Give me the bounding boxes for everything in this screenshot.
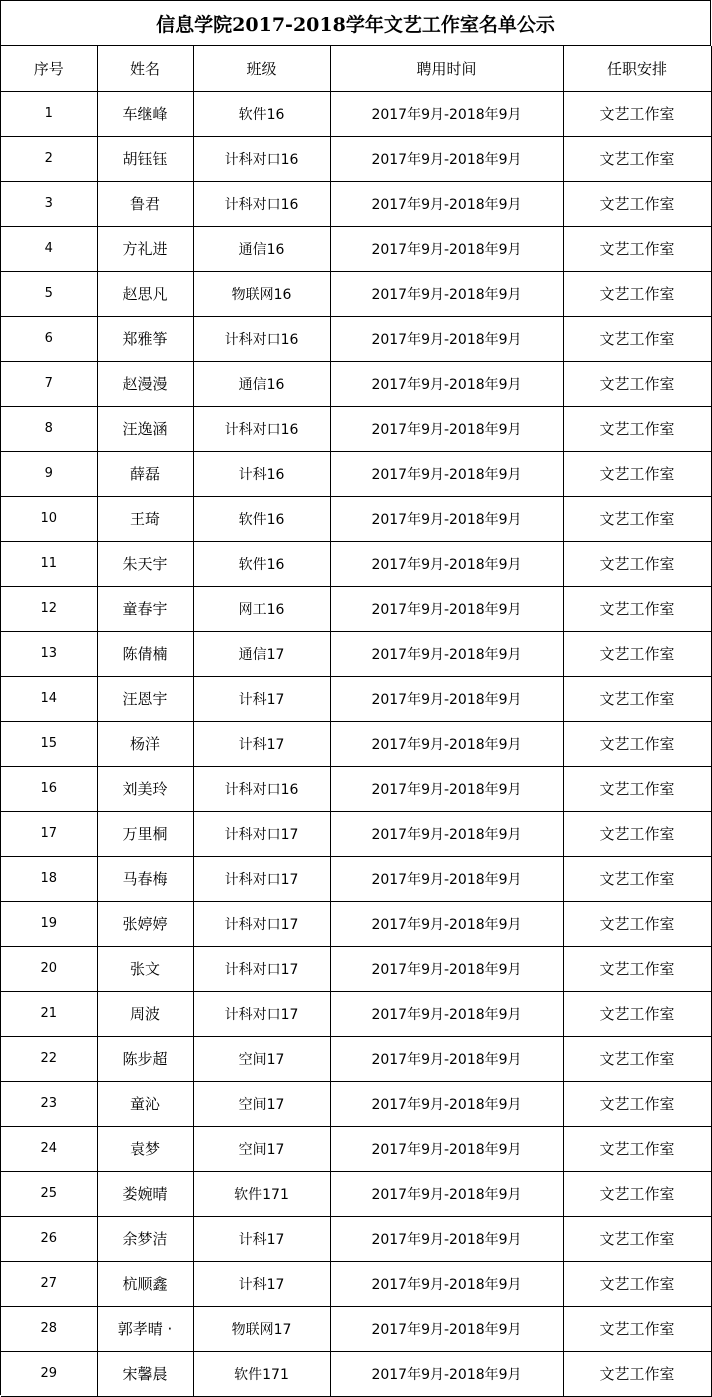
cell-period: 2017年9月-2018年9月 bbox=[330, 1126, 563, 1171]
table-row bbox=[1, 901, 711, 946]
header-serial: 序号 bbox=[1, 46, 97, 91]
cell-class: 网工16 bbox=[193, 586, 330, 631]
cell-period: 2017年9月-2018年9月 bbox=[330, 631, 563, 676]
cell-name: 张文 bbox=[97, 946, 193, 991]
cell-class: 计科17 bbox=[193, 1216, 330, 1261]
cell-class: 空间17 bbox=[193, 1081, 330, 1126]
cell-period: 2017年9月-2018年9月 bbox=[330, 361, 563, 406]
cell-class: 空间17 bbox=[193, 1036, 330, 1081]
table-row bbox=[1, 721, 711, 766]
cell-serial: 26 bbox=[1, 1216, 97, 1261]
cell-serial: 20 bbox=[1, 946, 97, 991]
cell-serial: 5 bbox=[1, 271, 97, 316]
cell-period: 2017年9月-2018年9月 bbox=[330, 226, 563, 271]
cell-class: 计科对口16 bbox=[193, 766, 330, 811]
cell-name: 汪恩宇 bbox=[97, 676, 193, 721]
cell-serial: 17 bbox=[1, 811, 97, 856]
cell-role: 文艺工作室 bbox=[563, 1126, 711, 1171]
cell-name: 郑雅筝 bbox=[97, 316, 193, 361]
table-row bbox=[1, 811, 711, 856]
header-role: 任职安排 bbox=[563, 46, 711, 91]
header-period: 聘用时间 bbox=[330, 46, 563, 91]
cell-period: 2017年9月-2018年9月 bbox=[330, 946, 563, 991]
cell-role: 文艺工作室 bbox=[563, 496, 711, 541]
cell-name: 王琦 bbox=[97, 496, 193, 541]
cell-serial: 13 bbox=[1, 631, 97, 676]
table-row bbox=[1, 406, 711, 451]
cell-class: 计科对口16 bbox=[193, 316, 330, 361]
table-row bbox=[1, 1261, 711, 1306]
cell-serial: 9 bbox=[1, 451, 97, 496]
cell-serial: 21 bbox=[1, 991, 97, 1036]
cell-name: 张婷婷 bbox=[97, 901, 193, 946]
cell-serial: 24 bbox=[1, 1126, 97, 1171]
cell-class: 计科对口16 bbox=[193, 181, 330, 226]
cell-name: 汪逸涵 bbox=[97, 406, 193, 451]
cell-class: 软件171 bbox=[193, 1351, 330, 1396]
cell-period: 2017年9月-2018年9月 bbox=[330, 1081, 563, 1126]
table-row bbox=[1, 586, 711, 631]
table-row bbox=[1, 676, 711, 721]
cell-period: 2017年9月-2018年9月 bbox=[330, 1036, 563, 1081]
cell-period: 2017年9月-2018年9月 bbox=[330, 1171, 563, 1216]
table-row bbox=[1, 181, 711, 226]
cell-period: 2017年9月-2018年9月 bbox=[330, 541, 563, 586]
cell-class: 计科对口17 bbox=[193, 991, 330, 1036]
table-row bbox=[1, 1036, 711, 1081]
cell-serial: 10 bbox=[1, 496, 97, 541]
sheet-title: 信息学院2017-2018学年文艺工作室名单公示 bbox=[1, 1, 711, 46]
cell-role: 文艺工作室 bbox=[563, 811, 711, 856]
cell-role: 文艺工作室 bbox=[563, 1216, 711, 1261]
cell-class: 通信17 bbox=[193, 631, 330, 676]
cell-serial: 16 bbox=[1, 766, 97, 811]
cell-name: 赵漫漫 bbox=[97, 361, 193, 406]
cell-role: 文艺工作室 bbox=[563, 946, 711, 991]
roster-table bbox=[1, 46, 712, 1397]
cell-role: 文艺工作室 bbox=[563, 586, 711, 631]
table-row bbox=[1, 946, 711, 991]
cell-name: 胡钰钰 bbox=[97, 136, 193, 181]
header-name: 姓名 bbox=[97, 46, 193, 91]
cell-role: 文艺工作室 bbox=[563, 406, 711, 451]
table-row bbox=[1, 991, 711, 1036]
cell-class: 计科17 bbox=[193, 721, 330, 766]
cell-period: 2017年9月-2018年9月 bbox=[330, 991, 563, 1036]
cell-role: 文艺工作室 bbox=[563, 721, 711, 766]
cell-class: 物联网17 bbox=[193, 1306, 330, 1351]
cell-role: 文艺工作室 bbox=[563, 541, 711, 586]
cell-period: 2017年9月-2018年9月 bbox=[330, 316, 563, 361]
table-row bbox=[1, 91, 711, 136]
table-row bbox=[1, 451, 711, 496]
cell-name: 马春梅 bbox=[97, 856, 193, 901]
table-row bbox=[1, 766, 711, 811]
cell-role: 文艺工作室 bbox=[563, 91, 711, 136]
cell-serial: 8 bbox=[1, 406, 97, 451]
cell-period: 2017年9月-2018年9月 bbox=[330, 91, 563, 136]
cell-name: 方礼进 bbox=[97, 226, 193, 271]
cell-period: 2017年9月-2018年9月 bbox=[330, 451, 563, 496]
cell-role: 文艺工作室 bbox=[563, 1261, 711, 1306]
table-row bbox=[1, 361, 711, 406]
cell-class: 空间17 bbox=[193, 1126, 330, 1171]
cell-role: 文艺工作室 bbox=[563, 856, 711, 901]
cell-period: 2017年9月-2018年9月 bbox=[330, 1306, 563, 1351]
cell-class: 计科对口17 bbox=[193, 811, 330, 856]
cell-class: 计科对口16 bbox=[193, 136, 330, 181]
cell-name: 袁梦 bbox=[97, 1126, 193, 1171]
cell-period: 2017年9月-2018年9月 bbox=[330, 136, 563, 181]
table-row bbox=[1, 1306, 711, 1351]
cell-class: 计科17 bbox=[193, 1261, 330, 1306]
cell-serial: 18 bbox=[1, 856, 97, 901]
cell-class: 软件171 bbox=[193, 1171, 330, 1216]
cell-class: 通信16 bbox=[193, 361, 330, 406]
cell-name: 薛磊 bbox=[97, 451, 193, 496]
cell-name: 赵思凡 bbox=[97, 271, 193, 316]
cell-role: 文艺工作室 bbox=[563, 181, 711, 226]
cell-class: 软件16 bbox=[193, 91, 330, 136]
cell-class: 通信16 bbox=[193, 226, 330, 271]
cell-name: 朱天宇 bbox=[97, 541, 193, 586]
table-row bbox=[1, 631, 711, 676]
cell-serial: 15 bbox=[1, 721, 97, 766]
table-header-row bbox=[1, 46, 711, 91]
cell-class: 计科16 bbox=[193, 451, 330, 496]
cell-role: 文艺工作室 bbox=[563, 1351, 711, 1396]
cell-name: 周波 bbox=[97, 991, 193, 1036]
cell-class: 计科17 bbox=[193, 676, 330, 721]
cell-period: 2017年9月-2018年9月 bbox=[330, 181, 563, 226]
cell-period: 2017年9月-2018年9月 bbox=[330, 1216, 563, 1261]
cell-class: 软件16 bbox=[193, 541, 330, 586]
table-row bbox=[1, 271, 711, 316]
cell-serial: 7 bbox=[1, 361, 97, 406]
cell-class: 计科对口17 bbox=[193, 856, 330, 901]
cell-serial: 3 bbox=[1, 181, 97, 226]
cell-role: 文艺工作室 bbox=[563, 226, 711, 271]
cell-period: 2017年9月-2018年9月 bbox=[330, 1261, 563, 1306]
cell-role: 文艺工作室 bbox=[563, 901, 711, 946]
cell-name: 刘美玲 bbox=[97, 766, 193, 811]
cell-serial: 29 bbox=[1, 1351, 97, 1396]
table-row bbox=[1, 1081, 711, 1126]
table-row bbox=[1, 316, 711, 361]
table-body bbox=[1, 91, 711, 1396]
cell-serial: 19 bbox=[1, 901, 97, 946]
cell-name: 陈步超 bbox=[97, 1036, 193, 1081]
cell-role: 文艺工作室 bbox=[563, 451, 711, 496]
cell-serial: 23 bbox=[1, 1081, 97, 1126]
cell-period: 2017年9月-2018年9月 bbox=[330, 271, 563, 316]
cell-serial: 25 bbox=[1, 1171, 97, 1216]
table-row bbox=[1, 1171, 711, 1216]
cell-period: 2017年9月-2018年9月 bbox=[330, 1351, 563, 1396]
table-row bbox=[1, 136, 711, 181]
cell-class: 软件16 bbox=[193, 496, 330, 541]
cell-serial: 1 bbox=[1, 91, 97, 136]
table-row bbox=[1, 1351, 711, 1396]
cell-serial: 4 bbox=[1, 226, 97, 271]
cell-class: 物联网16 bbox=[193, 271, 330, 316]
cell-name: 郭孝晴 · bbox=[97, 1306, 193, 1351]
cell-class: 计科对口16 bbox=[193, 406, 330, 451]
cell-period: 2017年9月-2018年9月 bbox=[330, 496, 563, 541]
cell-serial: 28 bbox=[1, 1306, 97, 1351]
header-class: 班级 bbox=[193, 46, 330, 91]
cell-role: 文艺工作室 bbox=[563, 1306, 711, 1351]
table-row bbox=[1, 1216, 711, 1261]
cell-role: 文艺工作室 bbox=[563, 136, 711, 181]
cell-name: 杭顺鑫 bbox=[97, 1261, 193, 1306]
cell-period: 2017年9月-2018年9月 bbox=[330, 406, 563, 451]
cell-serial: 6 bbox=[1, 316, 97, 361]
cell-role: 文艺工作室 bbox=[563, 1081, 711, 1126]
table-row bbox=[1, 226, 711, 271]
cell-period: 2017年9月-2018年9月 bbox=[330, 811, 563, 856]
cell-role: 文艺工作室 bbox=[563, 1036, 711, 1081]
cell-name: 杨洋 bbox=[97, 721, 193, 766]
cell-class: 计科对口17 bbox=[193, 946, 330, 991]
cell-role: 文艺工作室 bbox=[563, 316, 711, 361]
cell-role: 文艺工作室 bbox=[563, 1171, 711, 1216]
cell-class: 计科对口17 bbox=[193, 901, 330, 946]
cell-name: 陈倩楠 bbox=[97, 631, 193, 676]
cell-name: 宋馨晨 bbox=[97, 1351, 193, 1396]
cell-name: 车继峰 bbox=[97, 91, 193, 136]
cell-period: 2017年9月-2018年9月 bbox=[330, 766, 563, 811]
cell-name: 童沁 bbox=[97, 1081, 193, 1126]
cell-serial: 12 bbox=[1, 586, 97, 631]
cell-role: 文艺工作室 bbox=[563, 271, 711, 316]
cell-role: 文艺工作室 bbox=[563, 676, 711, 721]
cell-name: 童春宇 bbox=[97, 586, 193, 631]
cell-name: 娄婉晴 bbox=[97, 1171, 193, 1216]
cell-role: 文艺工作室 bbox=[563, 991, 711, 1036]
table-row bbox=[1, 1126, 711, 1171]
cell-period: 2017年9月-2018年9月 bbox=[330, 901, 563, 946]
table-row bbox=[1, 496, 711, 541]
cell-serial: 27 bbox=[1, 1261, 97, 1306]
cell-period: 2017年9月-2018年9月 bbox=[330, 676, 563, 721]
cell-role: 文艺工作室 bbox=[563, 361, 711, 406]
cell-period: 2017年9月-2018年9月 bbox=[330, 721, 563, 766]
cell-period: 2017年9月-2018年9月 bbox=[330, 586, 563, 631]
table-row bbox=[1, 856, 711, 901]
cell-serial: 11 bbox=[1, 541, 97, 586]
cell-name: 万里桐 bbox=[97, 811, 193, 856]
cell-period: 2017年9月-2018年9月 bbox=[330, 856, 563, 901]
cell-serial: 22 bbox=[1, 1036, 97, 1081]
cell-role: 文艺工作室 bbox=[563, 631, 711, 676]
cell-name: 鲁君 bbox=[97, 181, 193, 226]
cell-serial: 2 bbox=[1, 136, 97, 181]
cell-serial: 14 bbox=[1, 676, 97, 721]
cell-name: 余梦洁 bbox=[97, 1216, 193, 1261]
cell-role: 文艺工作室 bbox=[563, 766, 711, 811]
table-row bbox=[1, 541, 711, 586]
